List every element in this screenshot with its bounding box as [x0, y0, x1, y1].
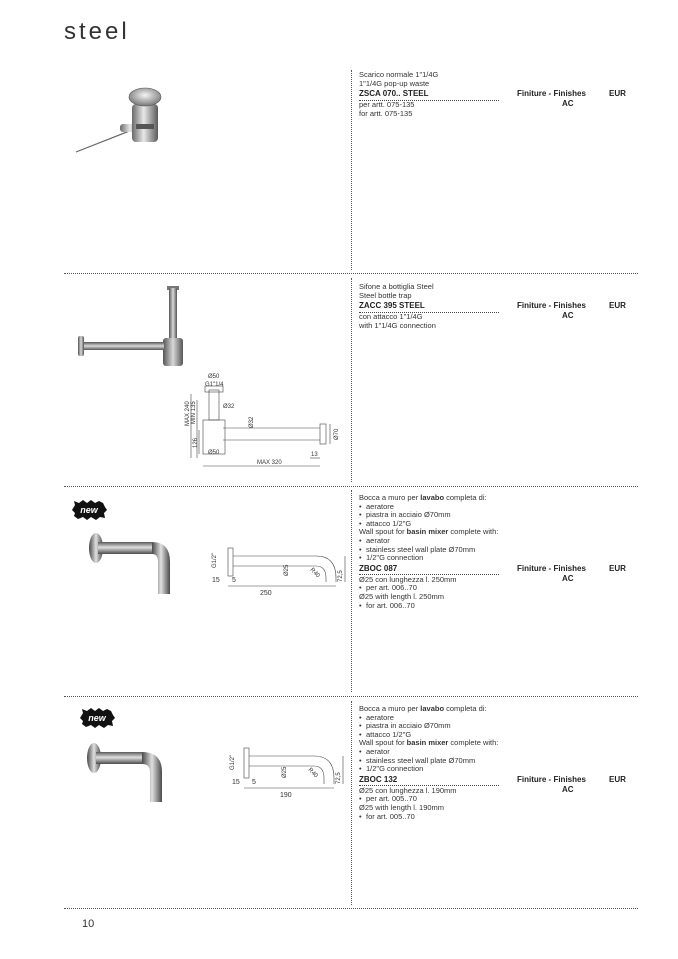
- product-code: ZSCA 070.. STEEL: [359, 90, 499, 101]
- dim-d32b: Ø32: [249, 416, 255, 428]
- feature-item: • aeratore: [359, 714, 634, 723]
- compat-note-it: per artt. 075-135: [359, 100, 415, 110]
- dim-length: 190: [280, 792, 292, 799]
- bottle-trap-drawing: [175, 368, 350, 476]
- dim-d25: Ø25: [284, 564, 290, 576]
- pop-up-waste-image: [70, 80, 180, 160]
- dim-max240: MAX 240: [185, 401, 191, 426]
- dim-max320: MAX 320: [257, 460, 282, 466]
- product-name-en: 1"1/4G pop-up waste: [359, 78, 430, 88]
- feature-item: • attacco 1/2"G: [359, 520, 634, 529]
- description-en: Wall spout for basin mixer complete with:: [359, 738, 499, 748]
- dim-thread: G1/2": [230, 754, 236, 770]
- finishes-label: Finiture - Finishes: [517, 301, 586, 311]
- dim-h72: 72,5: [336, 772, 342, 784]
- connection-note-it: con attacco 1"1/4G: [359, 312, 423, 322]
- section-divider: [64, 486, 638, 487]
- spec-en: Ø25 with length l. 190mm: [359, 802, 445, 812]
- description-it: Bocca a muro per lavabo completa di:: [359, 493, 487, 502]
- feature-item: • stainless steel wall plate Ø70mm: [359, 546, 634, 555]
- new-badge: [70, 499, 108, 521]
- finishes-label: Finiture - Finishes: [517, 89, 586, 99]
- new-badge-label: new: [88, 713, 106, 723]
- wall-spout-drawing: [222, 742, 352, 802]
- compat-item: • for art. 006..70: [359, 602, 634, 611]
- wall-spout-drawing: [200, 540, 350, 600]
- dim-d50-top: Ø50: [208, 374, 220, 380]
- dim-w15: 15: [232, 779, 240, 786]
- new-badge: [78, 707, 116, 729]
- dim-d70: Ø70: [334, 428, 340, 440]
- compat-note-en: for artt. 075-135: [359, 108, 413, 118]
- product-code: ZACC 395 STEEL: [359, 302, 499, 313]
- feature-item: • 1/2"G connection: [359, 554, 634, 563]
- product-code: ZBOC 132: [359, 776, 499, 787]
- spec-it: Ø25 con lunghezza l. 250mm: [359, 574, 457, 584]
- finish-code: AC: [562, 99, 574, 109]
- currency-label: EUR: [609, 774, 626, 784]
- compat-item: • per art. 006..70: [359, 584, 634, 593]
- currency-label: EUR: [609, 89, 626, 99]
- section-divider: [64, 696, 638, 697]
- dim-w5: 5: [252, 779, 256, 786]
- dim-r40: R40: [308, 567, 321, 580]
- dim-h72: 72,5: [338, 570, 344, 582]
- dim-d50-bottom: Ø50: [208, 450, 220, 456]
- wall-spout-image: [86, 528, 186, 600]
- spec-en: Ø25 with length l. 250mm: [359, 591, 445, 601]
- page-number: 10: [82, 918, 95, 930]
- finish-code: AC: [562, 311, 574, 321]
- description-en: Wall spout for basin mixer complete with:: [359, 527, 499, 537]
- dim-h126: 126: [193, 437, 199, 448]
- feature-item: • aeratore: [359, 503, 634, 512]
- feature-item: • piastra in acciaio Ø70mm: [359, 722, 634, 731]
- column-divider: [351, 278, 352, 482]
- new-badge-label: new: [80, 505, 98, 515]
- feature-item: • aerator: [359, 748, 634, 757]
- currency-label: EUR: [609, 563, 626, 573]
- dim-length: 250: [260, 590, 272, 597]
- dim-w15: 15: [212, 577, 220, 584]
- column-divider: [351, 490, 352, 692]
- finish-code: AC: [562, 784, 574, 794]
- feature-item: • aerator: [359, 537, 634, 546]
- dim-len13: 13: [311, 452, 318, 458]
- product-name-it: Sifone a bottiglia Steel: [359, 282, 434, 291]
- product-name-it: Scarico normale 1"1/4G: [359, 70, 439, 79]
- section-divider: [64, 273, 638, 274]
- connection-note-en: with 1"1/4G connection: [359, 320, 436, 330]
- dim-w5: 5: [232, 577, 236, 584]
- feature-item: • 1/2"G connection: [359, 765, 634, 774]
- bottle-trap-image: [70, 284, 190, 374]
- product-code: ZBOC 087: [359, 565, 499, 576]
- dim-thread: G1/2": [212, 552, 218, 568]
- dim-r40: R40: [306, 767, 319, 780]
- section-divider: [64, 908, 638, 909]
- finish-code: AC: [562, 573, 574, 583]
- compat-item: • for art. 005..70: [359, 813, 634, 822]
- feature-item: • piastra in acciaio Ø70mm: [359, 511, 634, 520]
- finishes-label: Finiture - Finishes: [517, 774, 586, 784]
- column-divider: [351, 70, 352, 270]
- finishes-label: Finiture - Finishes: [517, 563, 586, 573]
- dim-d32: Ø32: [223, 404, 235, 410]
- page-title: steel: [64, 18, 130, 45]
- spec-it: Ø25 con lunghezza l. 190mm: [359, 785, 457, 795]
- dim-thread: G1"1/4: [205, 382, 224, 388]
- dim-d25: Ø25: [282, 766, 288, 778]
- description-it: Bocca a muro per lavabo completa di:: [359, 704, 487, 713]
- product-name-en: Steel bottle trap: [359, 290, 412, 300]
- currency-label: EUR: [609, 301, 626, 311]
- feature-item: • stainless steel wall plate Ø70mm: [359, 757, 634, 766]
- wall-spout-image: [84, 736, 174, 808]
- column-divider: [351, 701, 352, 905]
- compat-item: • per art. 005..70: [359, 795, 634, 804]
- dim-min135: MIN 135: [191, 401, 197, 424]
- feature-item: • attacco 1/2"G: [359, 731, 634, 740]
